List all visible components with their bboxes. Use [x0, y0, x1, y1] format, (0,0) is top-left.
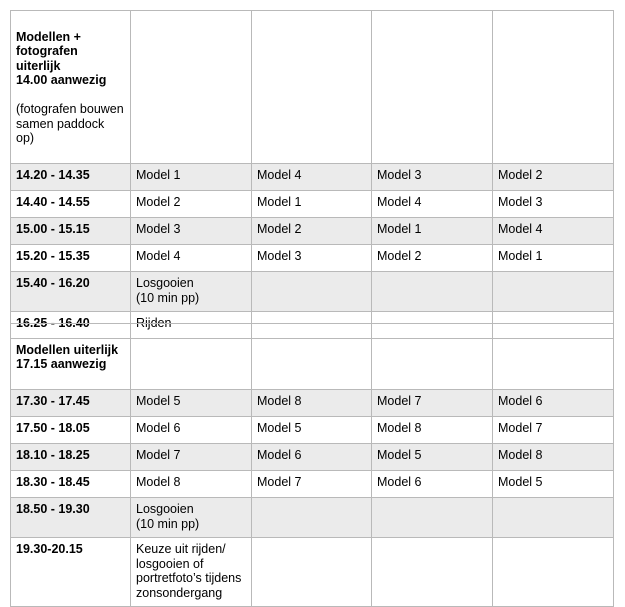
- slot-cell: Losgooien (10 min pp): [131, 272, 252, 312]
- time-cell: 15.00 - 15.15: [11, 218, 131, 245]
- empty-cell: [372, 11, 493, 164]
- time-cell: 18.30 - 18.45: [11, 471, 131, 498]
- slot-cell: Model 6: [252, 444, 372, 471]
- slot-cell: Model 2: [252, 218, 372, 245]
- time-cell: 14.20 - 14.35: [11, 164, 131, 191]
- table-row: [11, 164, 614, 191]
- slot-cell: Model 2: [372, 245, 493, 272]
- empty-cell: [252, 11, 372, 164]
- slot-cell: [493, 538, 614, 607]
- table-row: [11, 218, 614, 245]
- slot-cell: Model 8: [131, 471, 252, 498]
- empty-cell: [372, 324, 493, 390]
- slot-cell: Model 5: [252, 417, 372, 444]
- slot-cell: Model 6: [493, 390, 614, 417]
- time-cell: 15.40 - 16.20: [11, 272, 131, 312]
- slot-cell: Model 4: [372, 191, 493, 218]
- empty-cell: [131, 324, 252, 390]
- slot-cell: Model 8: [372, 417, 493, 444]
- slot-cell: Model 5: [372, 444, 493, 471]
- empty-cell: [252, 324, 372, 390]
- table-row: [11, 191, 614, 218]
- header-cell: [11, 11, 131, 164]
- slot-cell: Keuze uit rijden/ losgooien of portretfoto’s tijdens zonsondergang: [131, 538, 252, 607]
- table-row: [11, 390, 614, 417]
- time-cell: 17.50 - 18.05: [11, 417, 131, 444]
- table-header-row: [11, 11, 614, 164]
- empty-cell: [493, 324, 614, 390]
- table-row: [11, 498, 614, 538]
- table-row: [11, 538, 614, 607]
- slot-cell: [372, 538, 493, 607]
- table-row: [11, 471, 614, 498]
- slot-cell: [252, 538, 372, 607]
- table-row: [11, 272, 614, 312]
- slot-cell: [372, 498, 493, 538]
- time-cell: 16.25 - 16.40: [11, 312, 131, 339]
- slot-cell: Model 6: [131, 417, 252, 444]
- slot-cell: Model 4: [493, 218, 614, 245]
- empty-cell: [131, 11, 252, 164]
- slot-cell: [493, 272, 614, 312]
- slot-cell: [372, 272, 493, 312]
- slot-cell: Model 3: [372, 164, 493, 191]
- header-title: Modellen + fotografen uiterlijk 14.00 aanwezig: [16, 29, 107, 87]
- header-title: Modellen uiterlijk 17.15 aanwezig: [16, 342, 119, 371]
- time-cell: 18.10 - 18.25: [11, 444, 131, 471]
- header-cell: [11, 324, 131, 390]
- time-cell: 18.50 - 19.30: [11, 498, 131, 538]
- table-header-row: [11, 324, 614, 390]
- table-row: [11, 245, 614, 272]
- table-row: [11, 444, 614, 471]
- slot-cell: Model 7: [372, 390, 493, 417]
- slot-cell: Model 6: [372, 471, 493, 498]
- slot-cell: Model 2: [493, 164, 614, 191]
- slot-cell: Rijden: [131, 312, 252, 339]
- time-cell: 19.30-20.15: [11, 538, 131, 607]
- header-note: (fotografen bouwen samen paddock op): [16, 102, 124, 145]
- empty-cell: [493, 11, 614, 164]
- time-cell: 15.20 - 15.35: [11, 245, 131, 272]
- slot-cell: Losgooien (10 min pp): [131, 498, 252, 538]
- slot-cell: Model 3: [493, 191, 614, 218]
- schedule-table-afternoon: [10, 10, 614, 339]
- slot-cell: Model 8: [493, 444, 614, 471]
- table-row: [11, 417, 614, 444]
- slot-cell: Model 1: [252, 191, 372, 218]
- slot-cell: Model 1: [493, 245, 614, 272]
- slot-cell: Model 3: [131, 218, 252, 245]
- slot-cell: Model 7: [493, 417, 614, 444]
- schedule-table-evening: [10, 323, 614, 607]
- slot-cell: Model 2: [131, 191, 252, 218]
- slot-cell: Model 5: [131, 390, 252, 417]
- time-cell: 14.40 - 14.55: [11, 191, 131, 218]
- slot-cell: Model 1: [131, 164, 252, 191]
- slot-cell: Model 1: [372, 218, 493, 245]
- slot-cell: [493, 498, 614, 538]
- slot-cell: Model 8: [252, 390, 372, 417]
- slot-cell: Model 5: [493, 471, 614, 498]
- slot-cell: Model 4: [131, 245, 252, 272]
- slot-cell: [252, 272, 372, 312]
- slot-cell: [252, 498, 372, 538]
- slot-cell: Model 4: [252, 164, 372, 191]
- slot-cell: Model 7: [252, 471, 372, 498]
- slot-cell: Model 7: [131, 444, 252, 471]
- time-cell: 17.30 - 17.45: [11, 390, 131, 417]
- slot-cell: Model 3: [252, 245, 372, 272]
